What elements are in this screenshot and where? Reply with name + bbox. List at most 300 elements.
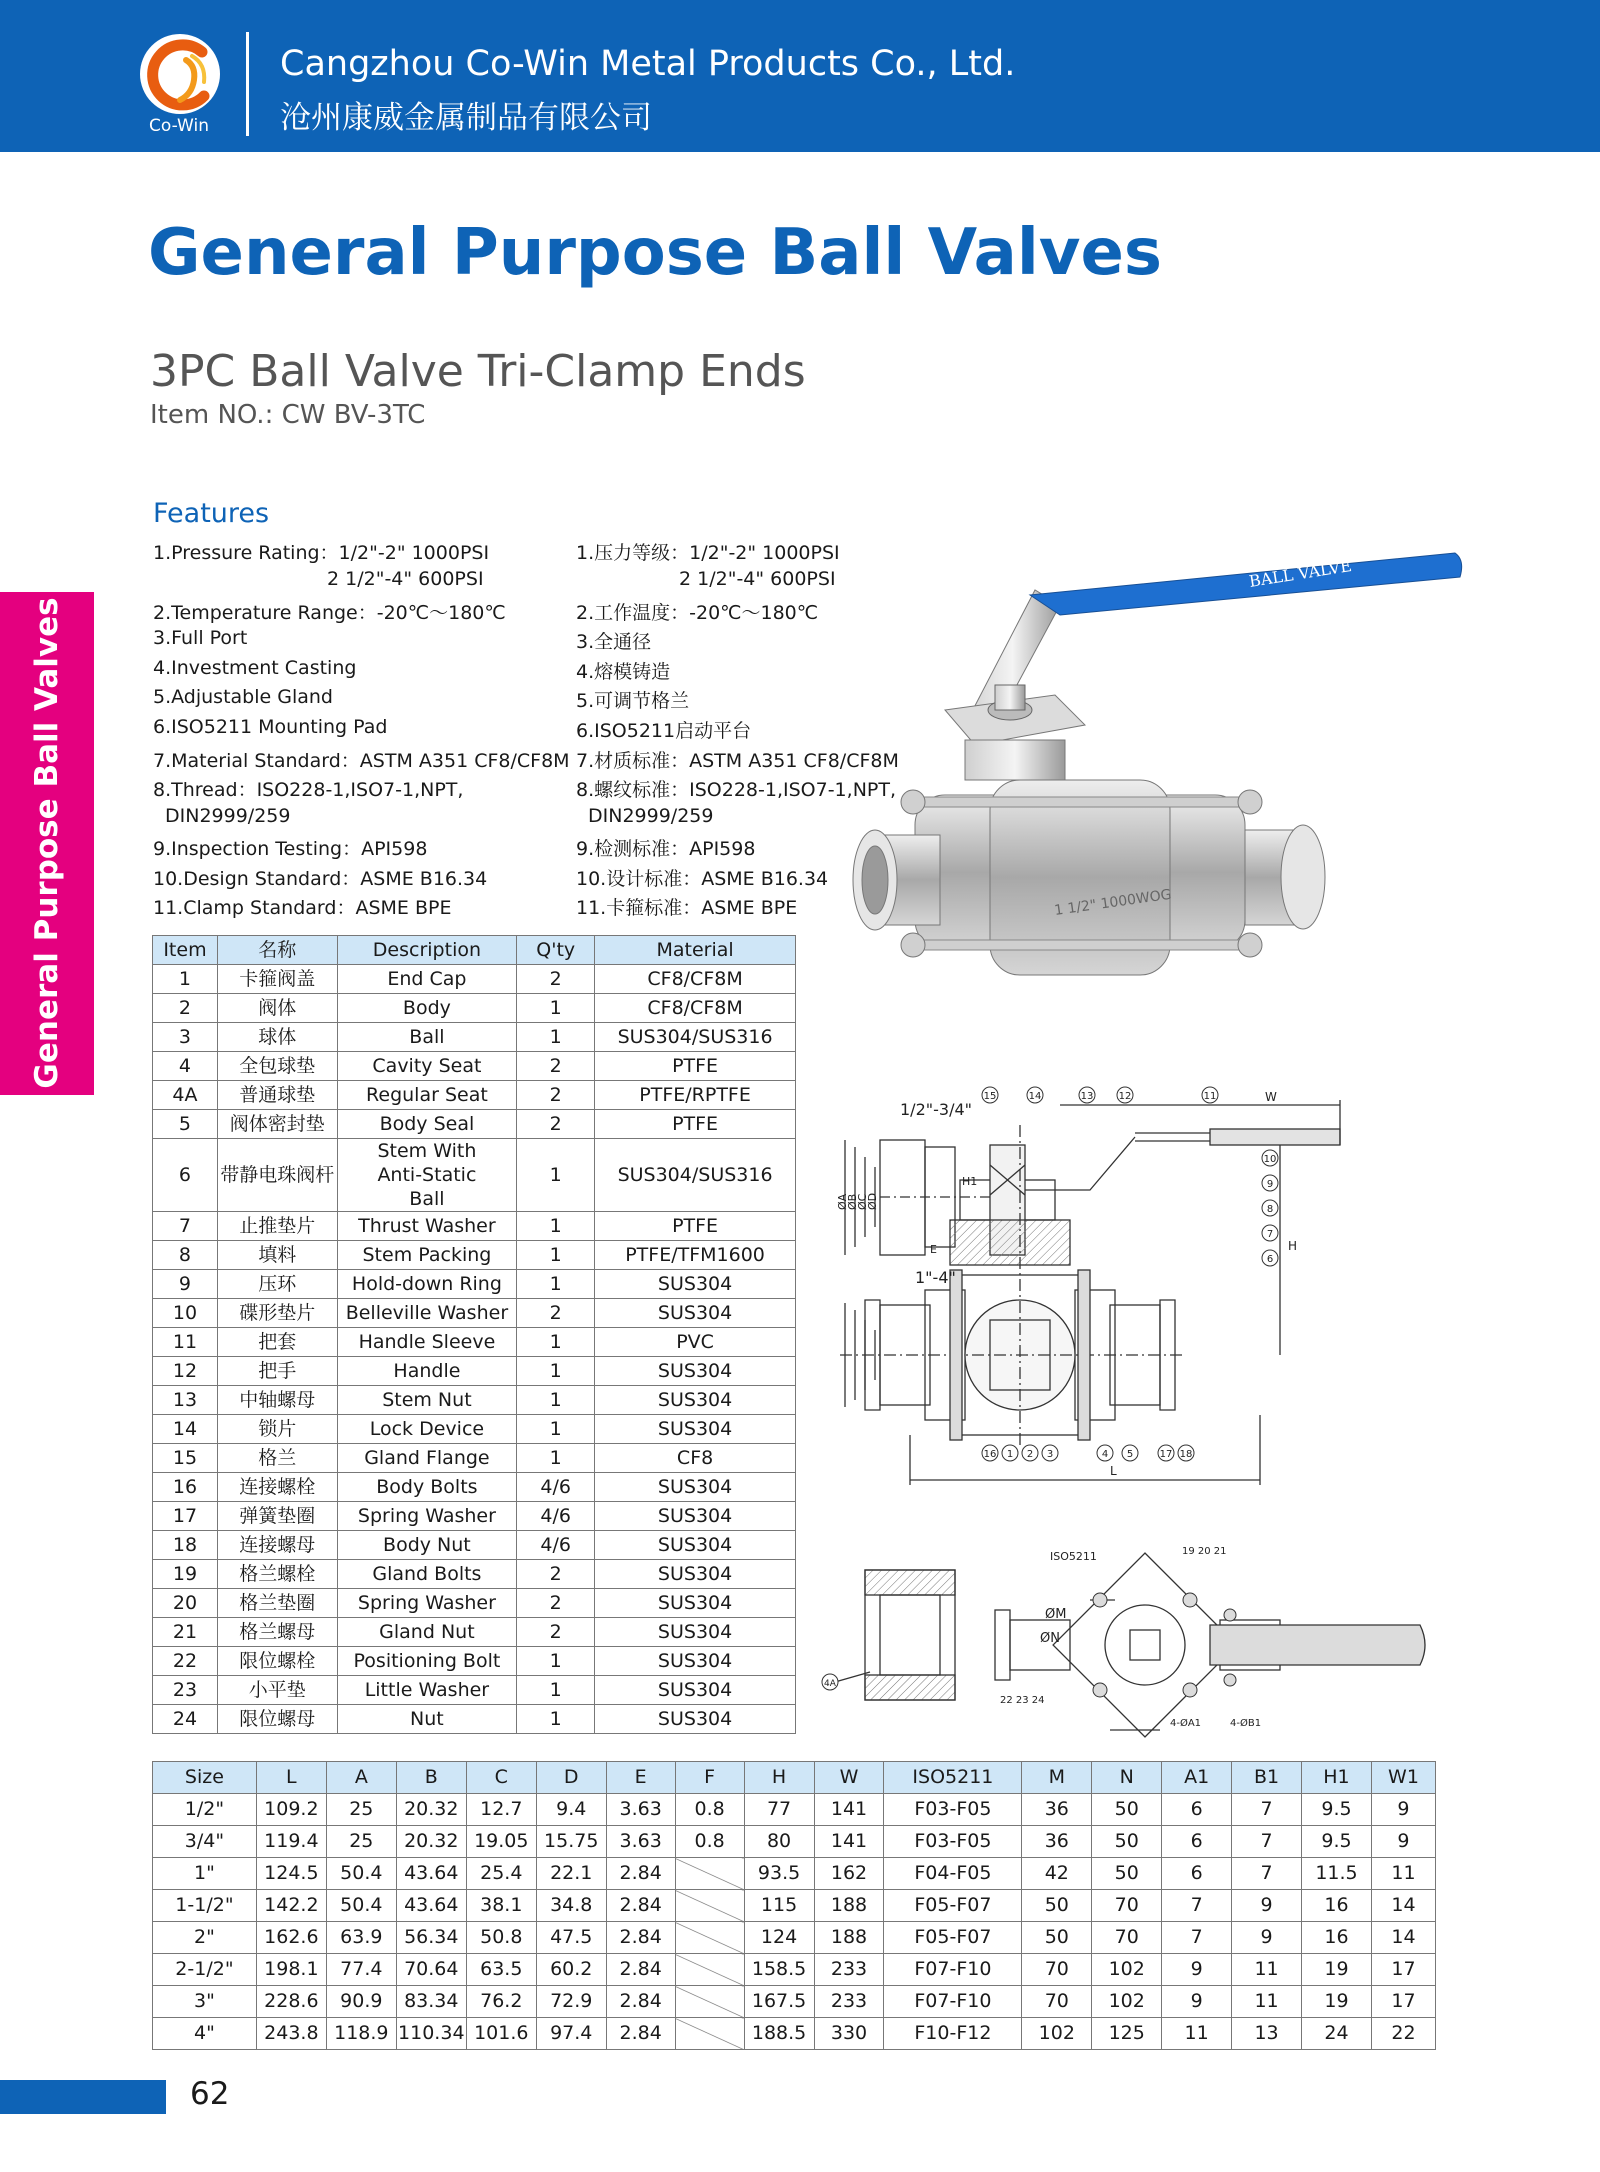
dims-table-cell: 1-1/2" xyxy=(153,1890,257,1922)
parts-table-row xyxy=(153,1299,796,1328)
product-photo xyxy=(855,545,1475,1040)
dims-table-cell: 188 xyxy=(814,1890,884,1922)
dims-table-cell: 167.5 xyxy=(744,1986,814,2018)
parts-table-cell: SUS304 xyxy=(595,1502,796,1531)
section-drawing xyxy=(836,1085,1370,1490)
dims-table-cell xyxy=(675,1890,744,1922)
parts-table-cell: Gland Nut xyxy=(337,1618,517,1647)
parts-table-cell: Stem With Anti-Static Ball xyxy=(337,1139,517,1212)
parts-table-row xyxy=(153,1647,796,1676)
parts-table-cell: 8 xyxy=(153,1241,218,1270)
dims-table-cell: 2.84 xyxy=(606,1858,675,1890)
feature-item: 8.Thread：ISO228-1,ISO7-1,NPT, xyxy=(153,779,464,801)
parts-table-cell: 小平垫 xyxy=(217,1676,337,1705)
parts-table-row xyxy=(153,1618,796,1647)
parts-table-cell: 2 xyxy=(517,1110,595,1139)
parts-table-cell: 弹簧垫圈 xyxy=(217,1502,337,1531)
dims-table-cell: 162 xyxy=(814,1858,884,1890)
label-l: L xyxy=(1110,1464,1117,1478)
dims-table-row xyxy=(153,2018,1436,2050)
parts-table-row xyxy=(153,1444,796,1473)
dims-table-cell: F05-F07 xyxy=(884,1890,1022,1922)
parts-table-cell: 普通球垫 xyxy=(217,1081,337,1110)
dims-table-cell: 141 xyxy=(814,1794,884,1826)
dims-table-cell: 13 xyxy=(1232,2018,1302,2050)
logo-text: Co-Win xyxy=(149,116,209,136)
parts-table-cell: PVC xyxy=(595,1328,796,1357)
dimension-table xyxy=(152,1761,1436,2050)
callout: 10 xyxy=(1263,1154,1277,1165)
body-marking: 1 1/2" 1000WOG xyxy=(1053,886,1173,919)
dims-table-cell: 50 xyxy=(1022,1922,1092,1954)
callout-4a: 4A xyxy=(824,1679,836,1689)
dims-table-cell: 50 xyxy=(1092,1826,1162,1858)
dims-table-cell xyxy=(675,1954,744,1986)
callout: 15 xyxy=(983,1091,997,1102)
feature-item: 6.ISO5211 Mounting Pad xyxy=(153,716,388,738)
parts-table-cell: SUS304 xyxy=(595,1647,796,1676)
dims-table-cell: 9 xyxy=(1232,1890,1302,1922)
page-number: 62 xyxy=(190,2076,230,2112)
dims-table-cell: 70.64 xyxy=(396,1954,466,1986)
parts-table-cell: 24 xyxy=(153,1705,218,1734)
parts-table-cell: Cavity Seat xyxy=(337,1052,517,1081)
dims-table-cell: F03-F05 xyxy=(884,1826,1022,1858)
dims-table-cell: 17 xyxy=(1371,1986,1435,2018)
dims-header-cell: Size xyxy=(153,1762,257,1794)
parts-table-row xyxy=(153,965,796,994)
parts-table-row xyxy=(153,1023,796,1052)
parts-table-cell: Handle Sleeve xyxy=(337,1328,517,1357)
dims-table-cell: 9 xyxy=(1371,1826,1435,1858)
item-number: Item NO.: CW BV-3TC xyxy=(150,400,426,430)
parts-table-cell: 1 xyxy=(517,1212,595,1241)
callout: 1 xyxy=(1006,1449,1014,1460)
dims-table-cell: 16 xyxy=(1302,1890,1372,1922)
dims-table-cell: 3.63 xyxy=(606,1794,675,1826)
dims-table-cell: 158.5 xyxy=(744,1954,814,1986)
parts-table-cell: 4/6 xyxy=(517,1473,595,1502)
dims-table-cell: 11 xyxy=(1371,1858,1435,1890)
feature-item-cn: 6.ISO5211启动平台 xyxy=(576,720,752,742)
parts-table-cell: Spring Washer xyxy=(337,1589,517,1618)
parts-table-cell: 2 xyxy=(517,1081,595,1110)
dims-table-cell: 38.1 xyxy=(466,1890,536,1922)
dims-header-cell: W xyxy=(814,1762,884,1794)
dims-table-cell: 115 xyxy=(744,1890,814,1922)
parts-table-cell: 全包球垫 xyxy=(217,1052,337,1081)
dims-table-cell: 36 xyxy=(1022,1794,1092,1826)
dims-table-cell: 124.5 xyxy=(256,1858,326,1890)
feature-item: 7.Material Standard：ASTM A351 CF8/CF8M xyxy=(153,750,570,772)
dims-table-cell: 198.1 xyxy=(256,1954,326,1986)
dims-table-cell: 141 xyxy=(814,1826,884,1858)
dims-table-cell: 2.84 xyxy=(606,1954,675,1986)
dims-table-cell: 3/4" xyxy=(153,1826,257,1858)
dims-table-cell: 9 xyxy=(1162,1986,1232,2018)
dims-table-cell: 24 xyxy=(1302,2018,1372,2050)
parts-table-cell: 3 xyxy=(153,1023,218,1052)
parts-table-cell: 带静电珠阀杆 xyxy=(217,1139,337,1212)
seat-detail-drawing xyxy=(815,1560,965,1710)
parts-table-cell: 23 xyxy=(153,1676,218,1705)
parts-table-cell: Regular Seat xyxy=(337,1081,517,1110)
dims-table-cell: 102 xyxy=(1092,1986,1162,2018)
dims-table-cell: 233 xyxy=(814,1954,884,1986)
dims-table-cell xyxy=(675,1986,744,2018)
parts-table-row xyxy=(153,1531,796,1560)
dims-header-cell: L xyxy=(256,1762,326,1794)
top-view-drawing xyxy=(990,1540,1440,1735)
parts-table-cell: 4/6 xyxy=(517,1531,595,1560)
parts-table-cell: Body Nut xyxy=(337,1531,517,1560)
feature-item: 1.Pressure Rating：1/2"-2" 1000PSI xyxy=(153,542,490,564)
parts-table-cell: 卡箍阀盖 xyxy=(217,965,337,994)
parts-table-cell: PTFE xyxy=(595,1212,796,1241)
dims-table-cell: 7 xyxy=(1232,1826,1302,1858)
dims-table-cell: 2.84 xyxy=(606,1922,675,1954)
parts-table-cell: 填料 xyxy=(217,1241,337,1270)
dims-header-cell: D xyxy=(536,1762,606,1794)
parts-table-cell: CF8/CF8M xyxy=(595,994,796,1023)
dims-table-cell: 6 xyxy=(1162,1858,1232,1890)
feature-item: DIN2999/259 xyxy=(165,805,291,827)
dims-table-cell: 60.2 xyxy=(536,1954,606,1986)
dims-table-cell: 63.5 xyxy=(466,1954,536,1986)
feature-item: 3.Full Port xyxy=(153,627,248,649)
callout: 6 xyxy=(1266,1254,1274,1265)
header-cell: Material xyxy=(595,936,796,965)
callout: 7 xyxy=(1266,1229,1274,1240)
label-oa: ØA xyxy=(836,1193,849,1210)
dims-table-cell: 70 xyxy=(1022,1954,1092,1986)
dims-table-cell xyxy=(675,1922,744,1954)
parts-table-row xyxy=(153,1110,796,1139)
dims-table-cell: 188.5 xyxy=(744,2018,814,2050)
parts-table-cell: 连接螺母 xyxy=(217,1531,337,1560)
dims-table-cell: 25 xyxy=(326,1826,396,1858)
parts-table-cell: CF8/CF8M xyxy=(595,965,796,994)
parts-table-row xyxy=(153,1473,796,1502)
parts-table-cell: 12 xyxy=(153,1357,218,1386)
parts-table xyxy=(152,935,796,1734)
parts-table-cell: 20 xyxy=(153,1589,218,1618)
callout: 4 xyxy=(1101,1449,1109,1460)
parts-table-cell: SUS304 xyxy=(595,1357,796,1386)
header-cell: 名称 xyxy=(217,936,337,965)
dims-table-cell: 14 xyxy=(1371,1890,1435,1922)
dims-table-cell: 188 xyxy=(814,1922,884,1954)
parts-table-cell: PTFE xyxy=(595,1110,796,1139)
dims-table-cell: 25.4 xyxy=(466,1858,536,1890)
dims-table-cell: 97.4 xyxy=(536,2018,606,2050)
dims-table-row xyxy=(153,1794,1436,1826)
dims-table-cell: 243.8 xyxy=(256,2018,326,2050)
parts-table-row xyxy=(153,1270,796,1299)
parts-table-row xyxy=(153,1705,796,1734)
dims-table-cell: 25 xyxy=(326,1794,396,1826)
feature-item-cn: 1.压力等级：1/2"-2" 1000PSI xyxy=(576,542,840,564)
parts-table-cell: Ball xyxy=(337,1023,517,1052)
parts-table-cell: SUS304 xyxy=(595,1560,796,1589)
label-m: ØM xyxy=(1045,1607,1067,1622)
dims-table-cell: 15.75 xyxy=(536,1826,606,1858)
parts-table-cell: SUS304 xyxy=(595,1473,796,1502)
dims-table-cell: 14 xyxy=(1371,1922,1435,1954)
parts-table-cell: Belleville Washer xyxy=(337,1299,517,1328)
dims-table-cell: 7 xyxy=(1162,1922,1232,1954)
dims-table-cell: 12.7 xyxy=(466,1794,536,1826)
dims-table-row xyxy=(153,1826,1436,1858)
parts-table-cell: Nut xyxy=(337,1705,517,1734)
parts-table-cell: 1 xyxy=(517,1444,595,1473)
feature-item: 4.Investment Casting xyxy=(153,657,357,679)
dims-table-cell: 142.2 xyxy=(256,1890,326,1922)
parts-table-cell: 阀体密封垫 xyxy=(217,1110,337,1139)
dims-table-cell: 2.84 xyxy=(606,1890,675,1922)
parts-table-cell: Positioning Bolt xyxy=(337,1647,517,1676)
parts-table-cell: Little Washer xyxy=(337,1676,517,1705)
callout: 5 xyxy=(1126,1449,1134,1460)
dims-table-cell: 7 xyxy=(1232,1858,1302,1890)
dims-table-cell: 9.4 xyxy=(536,1794,606,1826)
dims-table-cell: 9.5 xyxy=(1302,1826,1372,1858)
dims-table-cell: 20.32 xyxy=(396,1826,466,1858)
dims-table-cell: 19.05 xyxy=(466,1826,536,1858)
parts-table-cell: 6 xyxy=(153,1139,218,1212)
dims-table-cell: 6 xyxy=(1162,1794,1232,1826)
label-size-large: 1"-4" xyxy=(915,1268,956,1287)
parts-table-cell: 限位螺母 xyxy=(217,1705,337,1734)
label-h1: H1 xyxy=(962,1175,978,1188)
feature-item-cn: 9.检测标准：API598 xyxy=(576,838,756,860)
parts-table-cell: Body Seal xyxy=(337,1110,517,1139)
parts-table-cell: 1 xyxy=(517,1676,595,1705)
parts-table-cell: 格兰垫圈 xyxy=(217,1589,337,1618)
parts-table-cell: Stem Nut xyxy=(337,1386,517,1415)
label-h: H xyxy=(1288,1239,1298,1253)
dims-table-row xyxy=(153,1890,1436,1922)
dims-table-cell: 3.63 xyxy=(606,1826,675,1858)
page-number-bar xyxy=(0,2080,166,2114)
dims-table-row xyxy=(153,1922,1436,1954)
callout: 16 xyxy=(983,1449,997,1460)
parts-table-cell: 9 xyxy=(153,1270,218,1299)
dims-table-cell: 228.6 xyxy=(256,1986,326,2018)
parts-table-cell: SUS304 xyxy=(595,1270,796,1299)
dims-table-cell: 109.2 xyxy=(256,1794,326,1826)
parts-table-cell: 2 xyxy=(517,1618,595,1647)
parts-table-row xyxy=(153,1676,796,1705)
dims-table-cell: 63.9 xyxy=(326,1922,396,1954)
handle-label: BALL VALVE xyxy=(1247,555,1353,591)
dims-table-cell: 11 xyxy=(1162,2018,1232,2050)
parts-table-cell: 限位螺栓 xyxy=(217,1647,337,1676)
parts-table-cell: Lock Device xyxy=(337,1415,517,1444)
label-n: ØN xyxy=(1040,1631,1060,1646)
callout: 14 xyxy=(1028,1091,1042,1102)
dims-table-cell: 50 xyxy=(1092,1858,1162,1890)
dims-table-cell: F10-F12 xyxy=(884,2018,1022,2050)
parts-table-cell: Thrust Washer xyxy=(337,1212,517,1241)
dims-table-row xyxy=(153,1858,1436,1890)
parts-table-cell: SUS304/SUS316 xyxy=(595,1023,796,1052)
feature-item: 2.Temperature Range：-20℃～180℃ xyxy=(153,602,506,624)
parts-table-cell: 把手 xyxy=(217,1357,337,1386)
feature-item-cn: 3.全通径 xyxy=(576,631,652,653)
feature-item: 10.Design Standard：ASME B16.34 xyxy=(153,868,488,890)
parts-table-cell: 7 xyxy=(153,1212,218,1241)
parts-table-cell: 止推垫片 xyxy=(217,1212,337,1241)
parts-table-cell: 13 xyxy=(153,1386,218,1415)
parts-table-cell: 阀体 xyxy=(217,994,337,1023)
parts-table-cell: Gland Flange xyxy=(337,1444,517,1473)
features-heading: Features xyxy=(153,498,270,529)
dims-table-row xyxy=(153,1954,1436,1986)
dims-table-cell: 50.4 xyxy=(326,1858,396,1890)
parts-table-cell: 1 xyxy=(517,1415,595,1444)
parts-table-cell: Hold-down Ring xyxy=(337,1270,517,1299)
dims-table-cell: 2.84 xyxy=(606,1986,675,2018)
label-b1: 4-ØB1 xyxy=(1230,1718,1262,1729)
parts-table-cell: 1 xyxy=(517,1241,595,1270)
dims-table-cell: 90.9 xyxy=(326,1986,396,2018)
dims-table-cell: 76.2 xyxy=(466,1986,536,2018)
parts-header-row xyxy=(153,936,796,965)
parts-table-cell: PTFE/RPTFE xyxy=(595,1081,796,1110)
dims-table-cell: F04-F05 xyxy=(884,1858,1022,1890)
dims-header-row xyxy=(153,1762,1436,1794)
side-tab-label: General Purpose Ball Valves xyxy=(29,597,65,1089)
parts-table-cell: 1 xyxy=(517,1139,595,1212)
callout: 17 xyxy=(1159,1449,1173,1460)
parts-table-row xyxy=(153,1081,796,1110)
parts-table-cell: SUS304 xyxy=(595,1589,796,1618)
page-title: General Purpose Ball Valves xyxy=(148,216,1162,290)
parts-table-cell: 17 xyxy=(153,1502,218,1531)
feature-item-cn: 4.熔模铸造 xyxy=(576,661,671,683)
dims-table-cell: 1/2" xyxy=(153,1794,257,1826)
feature-item: 9.Inspection Testing：API598 xyxy=(153,838,428,860)
dims-table-cell: 2" xyxy=(153,1922,257,1954)
dims-table-cell: F07-F10 xyxy=(884,1954,1022,1986)
parts-table-row xyxy=(153,1212,796,1241)
dims-header-cell: N xyxy=(1092,1762,1162,1794)
label-od: ØD xyxy=(866,1192,879,1210)
label-oc: ØC xyxy=(856,1193,869,1210)
dims-table-cell: 50.4 xyxy=(326,1890,396,1922)
dims-table-cell: 110.34 xyxy=(396,2018,466,2050)
parts-table-cell: 11 xyxy=(153,1328,218,1357)
dims-table-cell: 118.9 xyxy=(326,2018,396,2050)
parts-table-cell: 2 xyxy=(517,1589,595,1618)
parts-table-cell: Handle xyxy=(337,1357,517,1386)
parts-table-cell: 球体 xyxy=(217,1023,337,1052)
dims-table-cell: 20.32 xyxy=(396,1794,466,1826)
dims-table-cell: 72.9 xyxy=(536,1986,606,2018)
parts-table-cell: 1 xyxy=(153,965,218,994)
callout: 8 xyxy=(1266,1204,1274,1215)
dims-table-cell: F05-F07 xyxy=(884,1922,1022,1954)
label-ob: ØB xyxy=(846,1193,859,1210)
parts-table-cell: Spring Washer xyxy=(337,1502,517,1531)
parts-table-cell: SUS304 xyxy=(595,1705,796,1734)
dims-header-cell: H1 xyxy=(1302,1762,1372,1794)
parts-table-cell: 19 xyxy=(153,1560,218,1589)
callout-22-24: 22 23 24 xyxy=(1000,1695,1045,1706)
dims-table-cell: 43.64 xyxy=(396,1858,466,1890)
dims-table-cell: 4" xyxy=(153,2018,257,2050)
header-cell: Q'ty xyxy=(517,936,595,965)
feature-item: 2 1/2"-4" 600PSI xyxy=(327,568,484,590)
parts-table-row xyxy=(153,1052,796,1081)
parts-table-cell: 2 xyxy=(517,1299,595,1328)
dims-table-cell: 34.8 xyxy=(536,1890,606,1922)
dims-table-cell: 43.64 xyxy=(396,1890,466,1922)
parts-table-cell: 5 xyxy=(153,1110,218,1139)
dims-table-cell: 42 xyxy=(1022,1858,1092,1890)
dims-table-cell: 16 xyxy=(1302,1922,1372,1954)
company-name-cn: 沧州康威金属制品有限公司 xyxy=(280,100,652,136)
dims-table-cell: 22 xyxy=(1371,2018,1435,2050)
header-cell: Description xyxy=(337,936,517,965)
dims-table-cell: 83.34 xyxy=(396,1986,466,2018)
dims-table-cell: 19 xyxy=(1302,1954,1372,1986)
dims-table-cell: 47.5 xyxy=(536,1922,606,1954)
dims-table-cell: 77 xyxy=(744,1794,814,1826)
parts-table-cell: SUS304 xyxy=(595,1386,796,1415)
parts-table-cell: CF8 xyxy=(595,1444,796,1473)
dims-table-cell: 11 xyxy=(1232,1954,1302,1986)
dims-header-cell: ISO5211 xyxy=(884,1762,1022,1794)
parts-table-cell: 中轴螺母 xyxy=(217,1386,337,1415)
dims-header-cell: A xyxy=(326,1762,396,1794)
parts-table-cell: PTFE/TFM1600 xyxy=(595,1241,796,1270)
parts-table-cell: 把套 xyxy=(217,1328,337,1357)
dims-table-cell: F03-F05 xyxy=(884,1794,1022,1826)
parts-table-cell: SUS304 xyxy=(595,1618,796,1647)
feature-item-cn: 5.可调节格兰 xyxy=(576,690,690,712)
parts-table-cell: Body xyxy=(337,994,517,1023)
dims-header-cell: M xyxy=(1022,1762,1092,1794)
dims-table-cell: 17 xyxy=(1371,1954,1435,1986)
dims-table-cell: 36 xyxy=(1022,1826,1092,1858)
dims-table-cell: F07-F10 xyxy=(884,1986,1022,2018)
callout: 12 xyxy=(1118,1091,1132,1102)
dims-header-cell: B1 xyxy=(1232,1762,1302,1794)
parts-table-row xyxy=(153,1328,796,1357)
parts-table-cell: 2 xyxy=(517,1560,595,1589)
parts-table-cell: 1 xyxy=(517,1270,595,1299)
dims-table-cell: 0.8 xyxy=(675,1794,744,1826)
dims-table-cell: 162.6 xyxy=(256,1922,326,1954)
product-subtitle: 3PC Ball Valve Tri-Clamp Ends xyxy=(150,346,806,397)
parts-table-cell: Gland Bolts xyxy=(337,1560,517,1589)
parts-table-cell: 2 xyxy=(153,994,218,1023)
feature-item: 11.Clamp Standard：ASME BPE xyxy=(153,897,452,919)
feature-item-cn: 8.螺纹标准：ISO228-1,ISO7-1,NPT, xyxy=(576,779,897,801)
label-a1: 4-ØA1 xyxy=(1170,1718,1202,1729)
dims-table-cell: 7 xyxy=(1232,1794,1302,1826)
header-divider xyxy=(246,32,249,136)
label-w: W xyxy=(1265,1090,1277,1104)
callout-19-21: 19 20 21 xyxy=(1182,1546,1227,1557)
dims-header-cell: F xyxy=(675,1762,744,1794)
parts-table-row xyxy=(153,1139,796,1212)
parts-table-cell: 锁片 xyxy=(217,1415,337,1444)
parts-table-cell: 21 xyxy=(153,1618,218,1647)
dims-header-cell: A1 xyxy=(1162,1762,1232,1794)
